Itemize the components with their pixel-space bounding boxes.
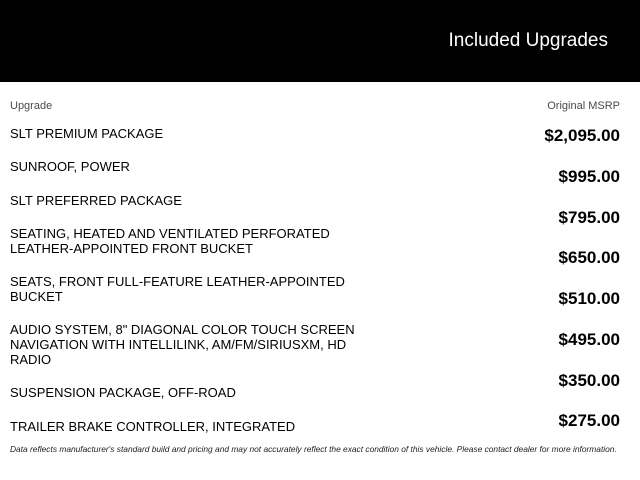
upgrade-price: $650.00 (558, 248, 620, 267)
upgrade-price: $510.00 (558, 289, 620, 308)
upgrade-price: $495.00 (558, 330, 620, 349)
upgrade-name: SUSPENSION PACKAGE, OFF-ROAD (10, 385, 236, 400)
page-header (0, 0, 640, 82)
upgrade-name: TRAILER BRAKE CONTROLLER, INTEGRATED (10, 419, 296, 434)
upgrade-price: $350.00 (558, 371, 620, 390)
upgrade-name: SLT PREMIUM PACKAGE (10, 126, 164, 141)
upgrade-price: $795.00 (558, 208, 620, 227)
disclaimer-text: Data reflects manufacturer's standard build and pricing and may not accurately reflect the exact condition of this vehicle. Please contact dealer for more information. (10, 444, 617, 454)
upgrade-price: $2,095.00 (544, 126, 620, 145)
upgrade-name: AUDIO SYSTEM, 8" DIAGONAL COLOR TOUCH SCREEN NAVIGATION WITH INTELLILINK, AM/FM/SIRIUSXM, HD RADIO (10, 322, 355, 367)
upgrade-price: $995.00 (558, 167, 620, 186)
upgrade-name: SUNROOF, POWER (10, 159, 130, 174)
page-title: Included Upgrades (448, 30, 608, 51)
msrp-column-header: Original MSRP (547, 100, 620, 112)
upgrade-name: SEATING, HEATED AND VENTILATED PERFORATED LEATHER-APPOINTED FRONT BUCKET (10, 226, 330, 256)
upgrade-price: $275.00 (558, 411, 620, 430)
upgrade-column-header: Upgrade (10, 100, 53, 112)
upgrade-name: SLT PREFERRED PACKAGE (10, 193, 182, 208)
upgrade-name: SEATS, FRONT FULL-FEATURE LEATHER-APPOINTED BUCKET (10, 274, 345, 304)
